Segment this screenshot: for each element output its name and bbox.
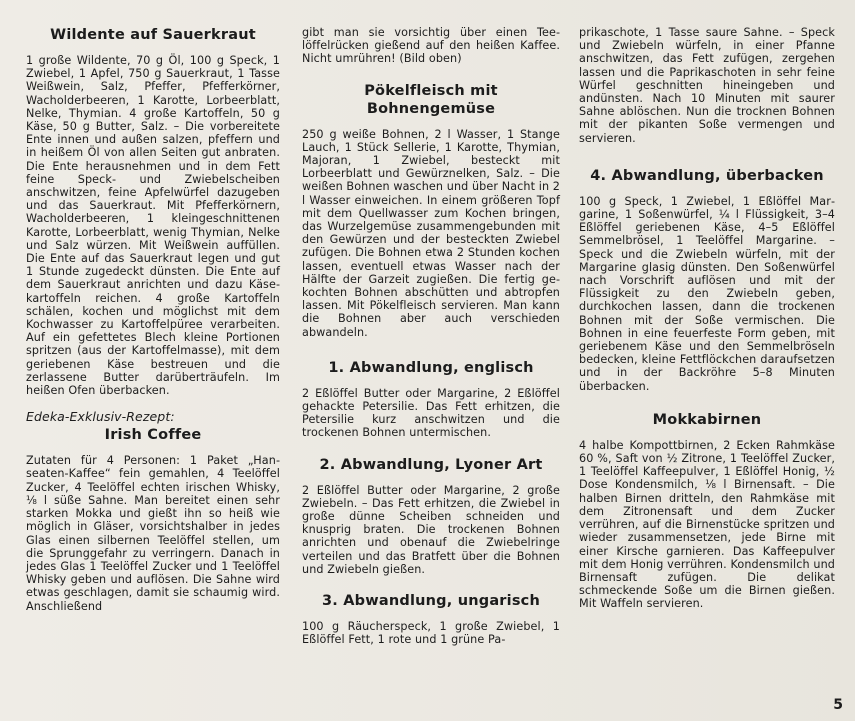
recipe-title-poekelfleisch: Pökelfleisch mit Bohnengemüse [364,82,498,117]
recipe-title-mokkabirnen: Mokkabirnen [652,411,762,428]
column-right [579,16,835,619]
recipe-text-irish-coffee-continued: gibt man sie vorsichtig über einen Teelöffelrücken gießend auf den heißen Kaffee. Nicht umrühren! (Bild oben) [302,26,560,66]
recipe-text-mokkabirnen: 4 halbe Kompottbirnen, 2 Ecken Rahmkäse 60 %, Saft von ½ Zitrone, 1 Teelöffel Zucker, 1 Teelöffel Kaffeepulver, 1 Eßlöffel Honig, ½ Dose Kondensmilch, ⅛ l Birnensaft. – Die halben Birnen dritteln, den Rahmkäse mit dem Zitronensaft und dem Zucker verrühren, auf die Birnenstücke spritzen und wieder zusammensetzen, jede Birne mit einer Kirsche garnieren. Das Kaffeepulver mit dem Honig verrühren. Kondensmilch und Birnensaft zufügen. Die delikat schmeckende Soße um die Birnen gießen. Mit Waffeln servieren. [579,438,835,611]
variation-text-ungarisch: 100 g Räucherspeck, 1 große Zwiebel, 1 Eßlöffel Fett, 1 rote und 1 grüne Pa- [302,620,560,647]
recipe-pretitle-irish-coffee: Edeka-Exklusiv-Rezept: [26,409,175,425]
recipe-text-wildente: 1 große Wildente, 70 g Öl, 100 g Speck, 1 Zwiebel, 1 Apfel, 750 g Sauerkraut, 1 Tasse Weißwein, Salz, Pfeffer, Pfefferkörner, Wacholderbeeren, 1 Karotte, Lorbeerblatt, Nelke, Thymian. 4 große Kartoffeln, 50 g Käse, 50 g Butter, Salz. – Die vorbereitete Ente innen und außen salzen, pfeffern und in heißem Öl von allen Seiten gut anbraten. Die Ente herausnehmen und in dem Fett feine Speck- und Zwiebelscheiben anschwitzen, feine Apfelwürfel dazugeben und das Sauerkraut. Mit Pfefferkörnern, Wacholderbeeren, 1 kleingeschnittenen Karotte, Lorbeerblatt, wenig Thymian, Nelke und Salz würzen. Mit Weißwein auffüllen. Die Ente auf das Sauerkraut legen und gut 1 Stunde zugedeckt dünsten. Die Ente auf dem Sauerkraut anrichten und dazu Käsekartoffeln reichen. 4 große Kartoffeln schälen, kochen und möglichst mit dem Kochwasser zu Kartoffelpüree verarbeiten. Auf ein gefettetes Blech kleine Portionen spritzen (aus der Kartoffelmasse), mit dem geriebenen Käse bestreuen und die zerlassene Butter darüberträufeln. Im heißen Ofen überbacken. [26,54,280,398]
recipe-title-irish-coffee: Irish Coffee [104,427,202,444]
recipe-text-poekelfleisch: 250 g weiße Bohnen, 2 l Wasser, 1 Stange Lauch, 1 Stück Sellerie, 1 Karotte, Thymian, Majoran, 1 Zwiebel, besteckt mit Lorbeerblatt und Gewürznelken, Salz. – Die weißen Bohnen waschen und über Nacht in 2 l Wasser einweichen. In einem größeren Topf mit dem Quellwasser zum Kochen bringen, das Wurzelgemüse zusammengebunden mit den Gewürzen und der besteckten Zwiebel zufügen. Die Bohnen etwa 2 Stunden kochen lassen, eventuell etwas Wasser nach der Hälfte der Garzeit zugießen. Die fertig gekochten Bohnen abschütten und abtropfen lassen. Mit Pökelfleisch servieren. Man kann die Bohnen aber auch verschieden abwandeln. [302,127,561,339]
variation-text-lyoner: 2 Eßlöffel Butter oder Margarine, 2 große Zwiebeln. – Das Fett erhitzen, die Zwiebel in große dünne Scheiben schneiden und knusprig braten. Die trockenen Bohnen anrichten und obenauf die Zwiebelringe verteilen und das Bratfett über die Bohnen und Zwiebeln gießen. [302,483,560,576]
column-middle [302,16,560,655]
column-left [26,16,280,621]
variation-title-englisch: 1. Abwandlung, englisch [328,359,534,376]
variation-title-ueberbacken: 4. Abwandlung, überbacken [590,167,824,184]
variation-title-lyoner: 2. Abwandlung, Lyoner Art [319,456,543,473]
variation-title-ungarisch: 3. Abwandlung, ungarisch [322,593,540,610]
variation-text-englisch: 2 Eßlöffel Butter oder Margarine, 2 Eßlöffel gehackte Petersilie. Das Fett erhitzen, die Petersilie kurz anschwitzen und die trockenen Bohnen untermischen. [302,386,560,440]
recipe-title-wildente: Wildente auf Sauerkraut [50,27,256,43]
variation-text-ungarisch-continued: prikaschote, 1 Tasse saure Sahne. – Speck und Zwiebeln würfeln, in einer Pfanne anschwitzen, das Fett zufügen, zergehen lassen und die Paprikaschoten in sehr feine Würfel geschnitten hineingeben und andünsten. Nach 10 Minuten mit saurer Sahne ablöschen. Nun die trocknen Bohnen mit der pikanten Soße vermengen und servieren. [579,26,835,145]
variation-text-ueberbacken: 100 g Speck, 1 Zwiebel, 1 Eßlöffel Margarine, 1 Soßenwürfel, ¼ l Flüssigkeit, 3–4 Eßlöffel geriebenen Käse, 4–5 Eßlöffel Semmelbrösel, 1 Teelöffel Margarine. – Speck und die Zwiebeln würfeln, mit der Margarine glasig dünsten. Den Soßenwürfel nach Vorschrift auflösen und mit der Flüssigkeit zu den Zwiebeln geben, durchkochen lassen, dann die trockenen Bohnen mit der Soße vermischen. Die Bohnen in eine feuerfeste Form geben, mit geriebenem Käse und den Semmelbröseln bedecken, kleine Fettflöckchen daraufsetzen und in der Backröhre 5–8 Minuten überbacken. [579,194,835,393]
recipe-text-irish-coffee: Zutaten für 4 Personen: 1 Paket „Hanseaten-Kaffee“ fein gemahlen, 4 Teelöffel Zucker, 4 Teelöffel echten irischen Whisky, ⅛ l süße Sahne. Man bereitet einen sehr starken Mokka und gießt ihn so heiß wie möglich in Gläser, vorsichtshalber in jedes Glas einen silbernen Teelöffel stellen, um die Sprunggefahr zu verringern. Danach in jedes Glas 1 Teelöffel Zucker und 1 Teelöffel Whisky geben und auflösen. Die Sahne wird etwas geschlagen, damit sie schaumig wird. Anschließend [26,454,280,613]
page-number: 5 [833,697,843,713]
